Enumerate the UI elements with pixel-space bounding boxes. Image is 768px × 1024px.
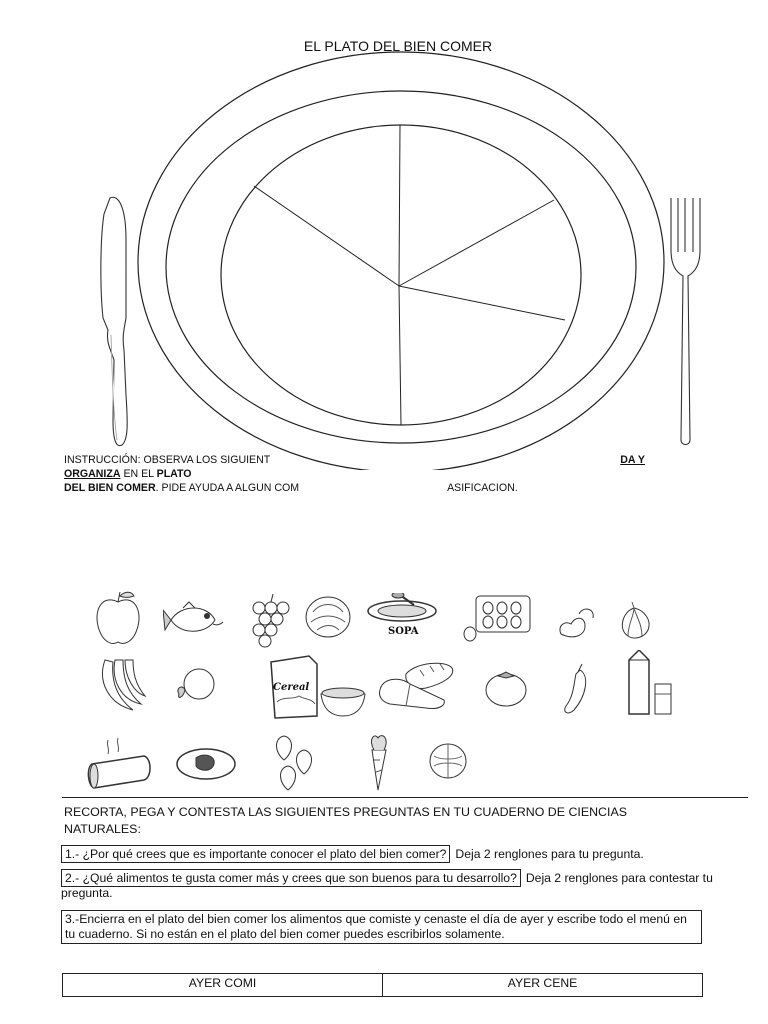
- instruction-bold: DA Y ORGANIZA: [64, 454, 645, 480]
- apple-icon: [92, 588, 144, 648]
- garlic-icon: [614, 602, 656, 642]
- question-2: [61, 871, 721, 901]
- question-3: 3.-Encierra en el plato del bien comer los alimentos que comiste y cenaste el día de ayer y escribe todo el menú en tu cuaderno. Si no están en el plato del bien comer puedes escribirlos solamente.: [61, 910, 702, 944]
- chili-icon: [556, 662, 602, 720]
- meal-table: [62, 973, 703, 997]
- section-divider: [62, 797, 748, 798]
- fish-icon: [163, 600, 225, 640]
- prompt-text: RECORTA, PEGA Y CONTESTA LAS SIGUIENTES PREGUNTAS EN TU CUADERNO DE CIENCIAS NATURALES:: [64, 805, 627, 836]
- instruction-line2-end: ASIFICACION.: [447, 482, 518, 494]
- instruction-text: [64, 453, 700, 495]
- bread-icon: [376, 654, 456, 710]
- cabbage-icon: [303, 592, 353, 642]
- eggs-icon: [462, 590, 534, 644]
- walnut-icon: [426, 740, 470, 782]
- carrot-icon: [362, 730, 396, 794]
- instruction-plato: PLATO: [156, 468, 192, 480]
- cereal-label: Cereal: [273, 682, 310, 693]
- plate-inner-rim: [166, 91, 636, 443]
- question-2-box: 2.- ¿Qué alimentos te gusta comer más y crees que son buenos para tu desarrollo?: [61, 869, 521, 887]
- question-1-note: Deja 2 renglones para tu pregunta.: [455, 847, 644, 861]
- meal-table-col-comi: AYER COMI: [188, 976, 257, 990]
- knife-icon: [101, 197, 127, 445]
- page-title: EL PLATO DEL BIEN COMER: [303, 38, 493, 54]
- milk-icon: [623, 650, 675, 718]
- sausage-icon: [86, 736, 158, 796]
- soup-label: SOPA: [388, 626, 419, 637]
- instruction-line2: . PIDE AYUDA A ALGUN COM: [155, 482, 300, 494]
- steak-icon: [174, 744, 238, 784]
- question-2-note: Deja 2 renglones para contestar tu pregunta.: [61, 871, 713, 900]
- meal-table-col-cene: AYER CENE: [382, 974, 702, 996]
- instruction-line1-start: INSTRUCCIÓN: OBSERVA LOS SIGUIENT: [64, 454, 271, 466]
- orange-icon: [171, 664, 217, 706]
- fork-icon: [671, 198, 700, 445]
- question-1: [61, 847, 644, 862]
- cereal-bowl-icon: [318, 684, 368, 718]
- plate-illustration: [0, 0, 768, 470]
- plate-sections: [254, 125, 565, 425]
- question-1-box: 1.- ¿Por qué crees que es importante conocer el plato del bien comer?: [61, 845, 450, 863]
- strawberries-icon: [270, 730, 320, 792]
- grapes-icon: [243, 592, 293, 650]
- plate-center: [221, 125, 581, 425]
- tomato-icon: [482, 666, 530, 708]
- instruction-mid: EN EL: [120, 468, 157, 480]
- bananas-icon: [95, 656, 147, 714]
- peanuts-icon: [555, 604, 599, 644]
- instruction-bien-comer: DEL BIEN COMER: [64, 482, 156, 494]
